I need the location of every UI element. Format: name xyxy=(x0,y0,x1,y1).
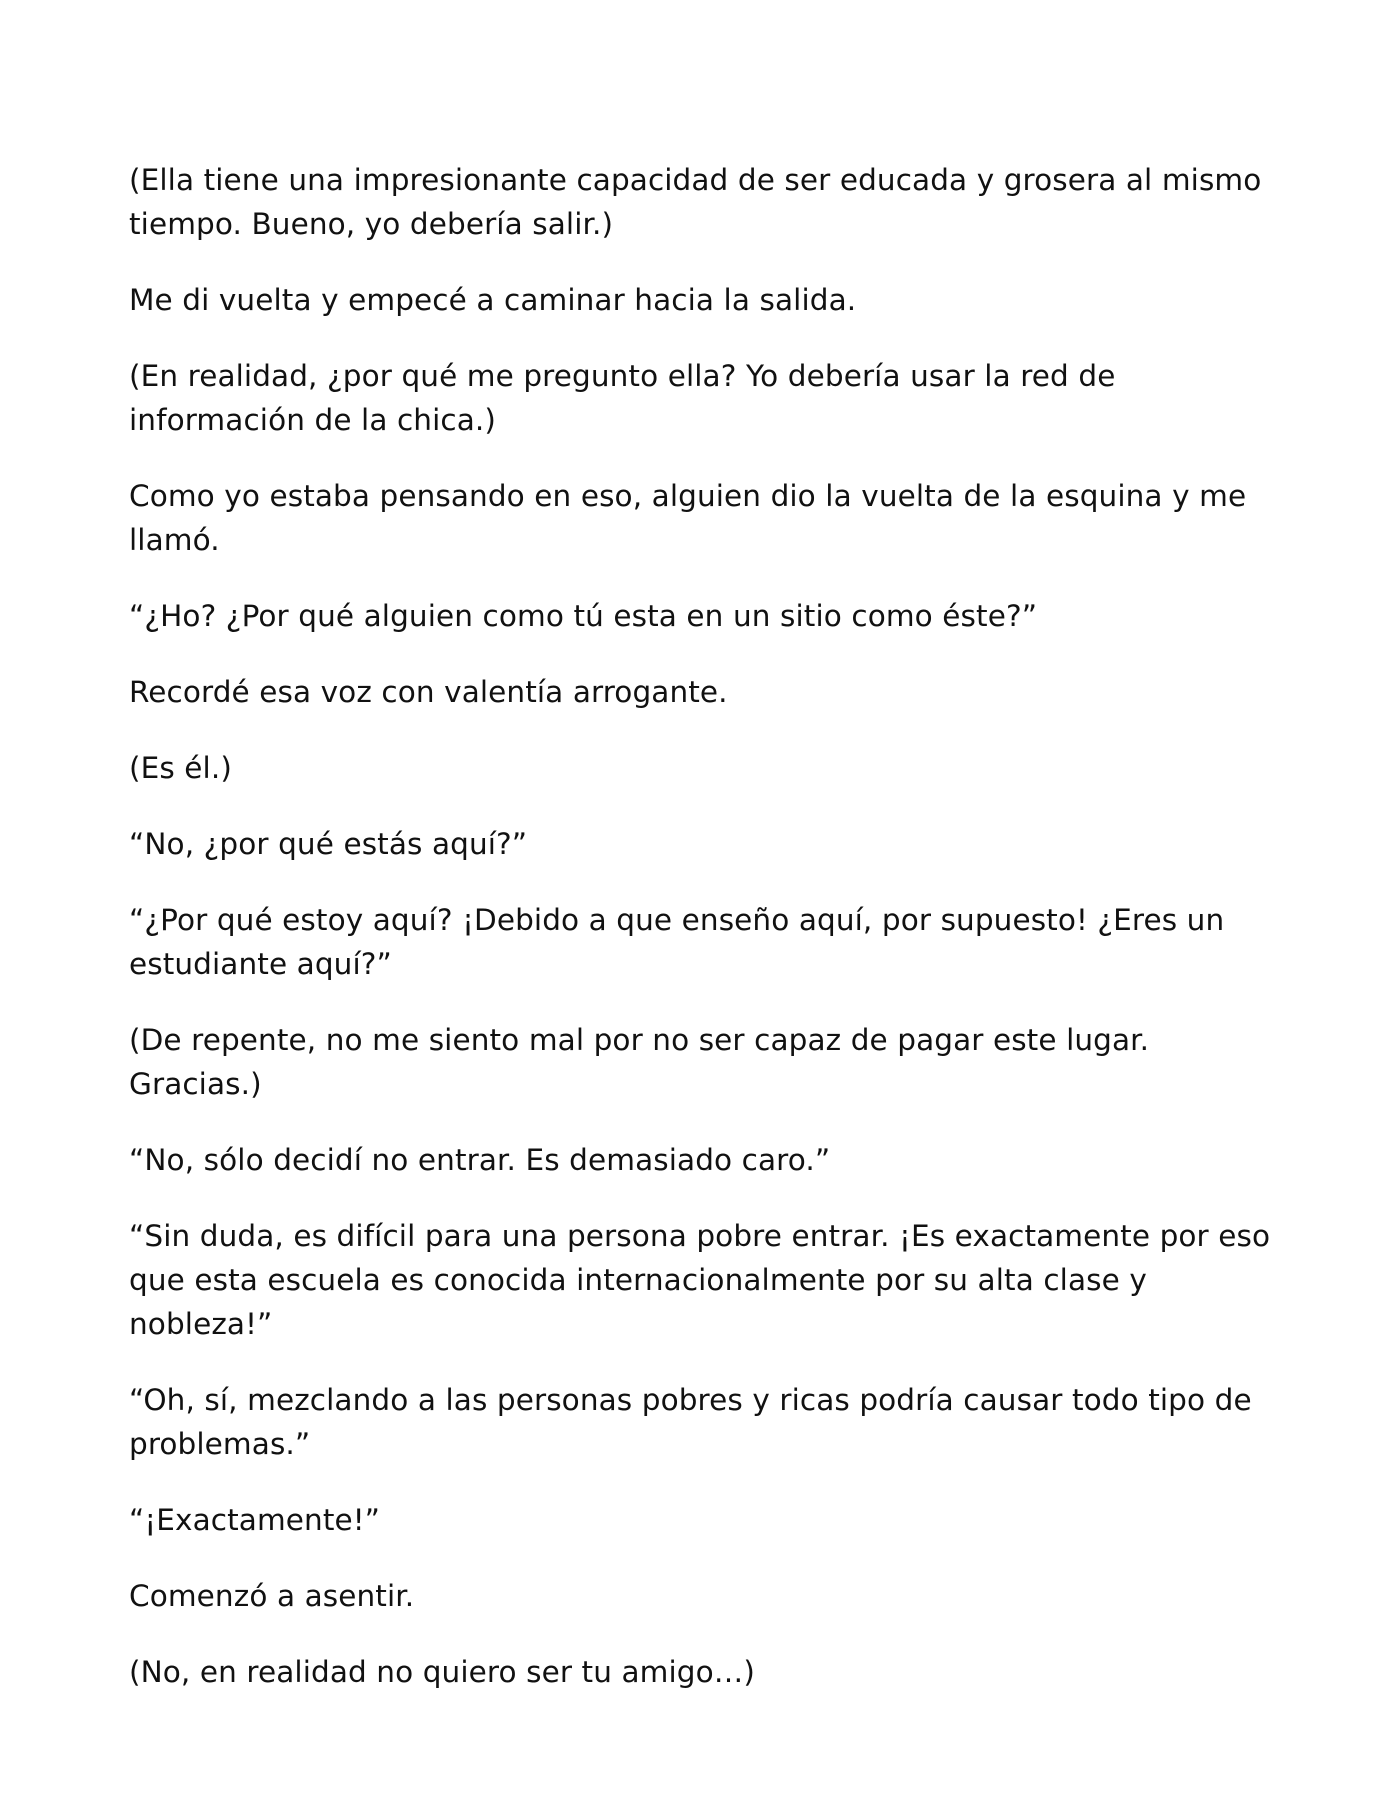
paragraph: “Oh, sí, mezclando a las personas pobres y ricas podría causar todo tipo de problemas.” xyxy=(129,1383,1252,1461)
paragraph: (De repente, no me siento mal por no ser capaz de pagar este lugar. Gracias.) xyxy=(129,1023,1150,1101)
paragraph: (Es él.) xyxy=(129,751,232,785)
paragraph: Como yo estaba pensando en eso, alguien dio la vuelta de la esquina y me llamó. xyxy=(129,479,1247,557)
paragraph: Comenzó a asentir. xyxy=(129,1579,415,1613)
paragraph: “No, sólo decidí no entrar. Es demasiado caro.” xyxy=(129,1143,831,1177)
document-body xyxy=(129,158,1279,1726)
paragraph: “No, ¿por qué estás aquí?” xyxy=(129,827,528,861)
paragraph: “Sin duda, es difícil para una persona pobre entrar. ¡Es exactamente por eso que esta escuela es conocida internacionalmente por su alta clase y nobleza!” xyxy=(129,1219,1271,1341)
paragraph: Me di vuelta y empecé a caminar hacia la salida. xyxy=(129,283,857,317)
paragraph: (En realidad, ¿por qué me pregunto ella? Yo debería usar la red de información de la chica.) xyxy=(129,359,1116,437)
paragraph: (Ella tiene una impresionante capacidad de ser educada y grosera al mismo tiempo. Bueno, yo debería salir.) xyxy=(129,163,1262,241)
paragraph: “¿Ho? ¿Por qué alguien como tú esta en un sitio como éste?” xyxy=(129,599,1038,633)
paragraph: “¿Por qué estoy aquí? ¡Debido a que enseño aquí, por supuesto! ¿Eres un estudiante aquí?” xyxy=(129,903,1225,981)
paragraph: Recordé esa voz con valentía arrogante. xyxy=(129,675,728,709)
paragraph: “¡Exactamente!” xyxy=(129,1503,381,1537)
paragraph: (No, en realidad no quiero ser tu amigo…) xyxy=(129,1655,755,1689)
